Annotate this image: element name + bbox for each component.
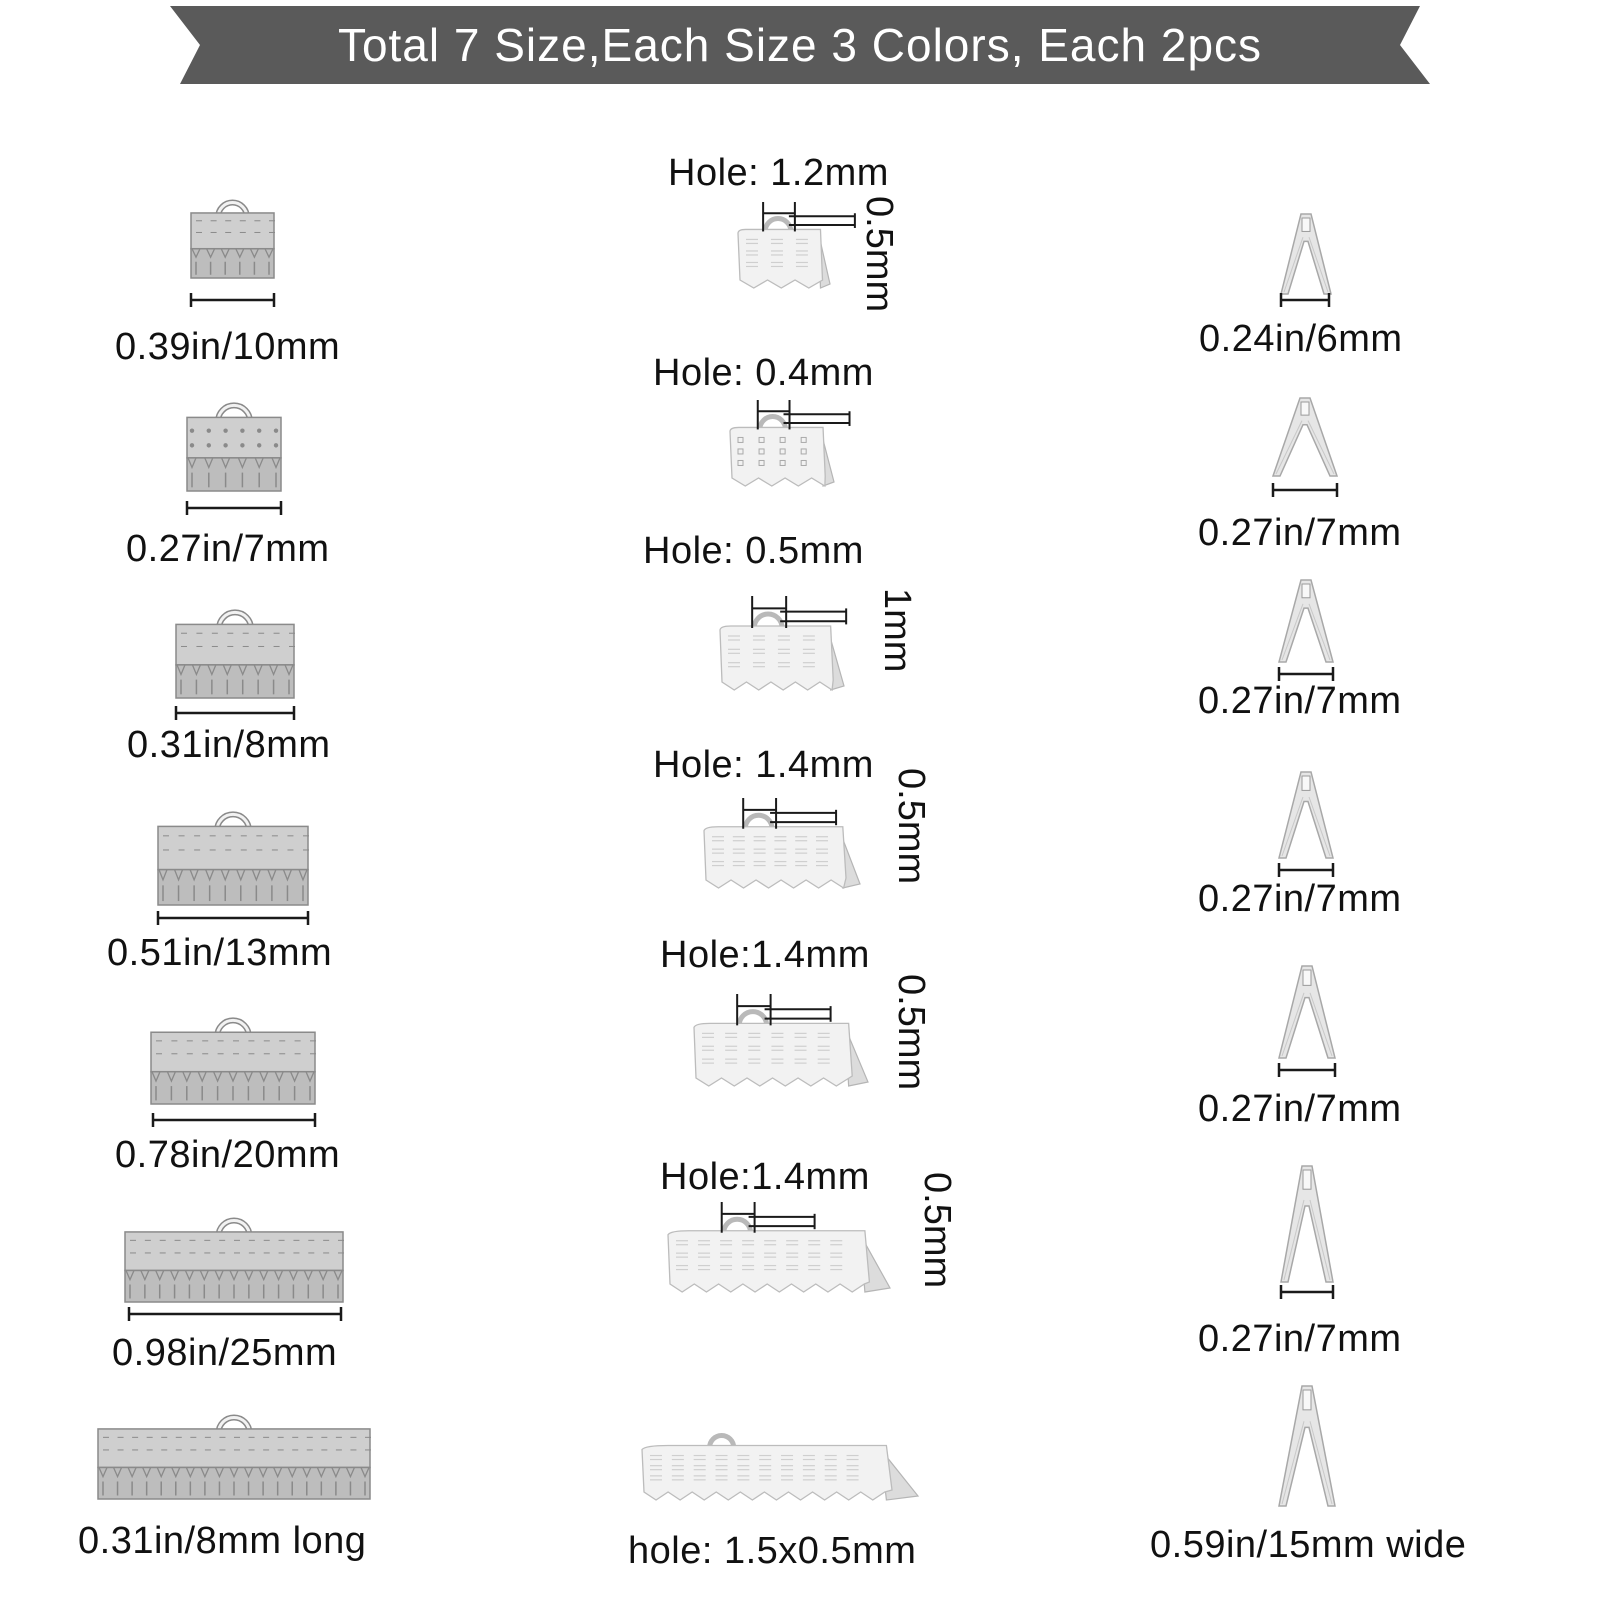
left-width-line bbox=[175, 705, 295, 721]
banner-title: Total 7 Size,Each Size 3 Colors, Each 2pcs bbox=[337, 19, 1263, 71]
right-width-line bbox=[1278, 862, 1334, 878]
left-size-label: 0.78in/20mm bbox=[115, 1134, 341, 1176]
mid-crimp-end-6 bbox=[666, 1200, 892, 1296]
thickness-label: 0.5mm bbox=[858, 196, 900, 313]
hole-size-label: Hole: 0.4mm bbox=[653, 352, 874, 394]
left-width-line bbox=[152, 1112, 316, 1128]
mid-crimp-end-3 bbox=[718, 594, 846, 694]
thickness-label: 0.5mm bbox=[916, 1172, 958, 1289]
side-profile-crimp bbox=[1276, 578, 1336, 664]
title-banner bbox=[168, 4, 1432, 86]
side-profile-crimp bbox=[1278, 1164, 1336, 1284]
mid-crimp-end-2 bbox=[728, 398, 836, 490]
hole-size-label: Hole: 0.5mm bbox=[643, 530, 864, 572]
left-width-line bbox=[157, 910, 309, 926]
right-size-label: 0.27in/7mm bbox=[1198, 878, 1402, 920]
side-profile-crimp bbox=[1276, 964, 1338, 1060]
hole-size-label: hole: 1.5x0.5mm bbox=[628, 1530, 917, 1572]
right-size-label: 0.27in/7mm bbox=[1198, 512, 1402, 554]
mid-crimp-end-4 bbox=[702, 796, 862, 892]
left-crimp-end-7mm bbox=[186, 403, 282, 493]
mid-crimp-end-7 bbox=[640, 1418, 920, 1504]
left-crimp-end-25mm bbox=[124, 1218, 344, 1304]
left-size-label: 0.39in/10mm bbox=[115, 326, 341, 368]
side-profile-crimp bbox=[1278, 212, 1334, 296]
left-size-label: 0.51in/13mm bbox=[107, 932, 333, 974]
left-size-label: 0.98in/25mm bbox=[112, 1332, 338, 1374]
right-size-label: 0.59in/15mm wide bbox=[1150, 1524, 1467, 1566]
left-width-line bbox=[128, 1306, 342, 1322]
left-crimp-end-10mm bbox=[190, 200, 275, 280]
thickness-label: 0.5mm bbox=[890, 974, 932, 1091]
right-width-line bbox=[1280, 1284, 1334, 1300]
left-width-line bbox=[186, 500, 282, 516]
right-width-line bbox=[1278, 1062, 1336, 1078]
hole-size-label: Hole: 1.4mm bbox=[653, 744, 874, 786]
right-width-line bbox=[1272, 482, 1338, 498]
side-profile-crimp bbox=[1276, 1384, 1338, 1508]
left-size-label: 0.27in/7mm bbox=[126, 528, 330, 570]
left-crimp-end-13mm bbox=[157, 812, 309, 907]
thickness-label: 0.5mm bbox=[890, 768, 932, 885]
right-size-label: 0.27in/7mm bbox=[1198, 1088, 1402, 1130]
left-crimp-end-20mm bbox=[150, 1018, 316, 1106]
mid-crimp-end-5 bbox=[692, 992, 870, 1090]
left-width-line bbox=[190, 292, 275, 308]
right-size-label: 0.27in/7mm bbox=[1198, 1318, 1402, 1360]
thickness-label: 1mm bbox=[876, 588, 918, 673]
right-width-line bbox=[1280, 292, 1330, 308]
hole-size-label: Hole:1.4mm bbox=[660, 934, 870, 976]
mid-crimp-end-1 bbox=[736, 200, 832, 292]
left-crimp-end-8mm bbox=[175, 610, 295, 700]
side-profile-crimp bbox=[1276, 770, 1336, 860]
hole-size-label: Hole: 1.2mm bbox=[668, 152, 889, 194]
right-size-label: 0.24in/6mm bbox=[1199, 318, 1403, 360]
side-profile-crimp bbox=[1270, 396, 1340, 478]
right-size-label: 0.27in/7mm bbox=[1198, 680, 1402, 722]
left-size-label: 0.31in/8mm long bbox=[78, 1520, 367, 1562]
left-size-label: 0.31in/8mm bbox=[127, 724, 331, 766]
hole-size-label: Hole:1.4mm bbox=[660, 1156, 870, 1198]
left-crimp-end-long bbox=[97, 1415, 371, 1501]
